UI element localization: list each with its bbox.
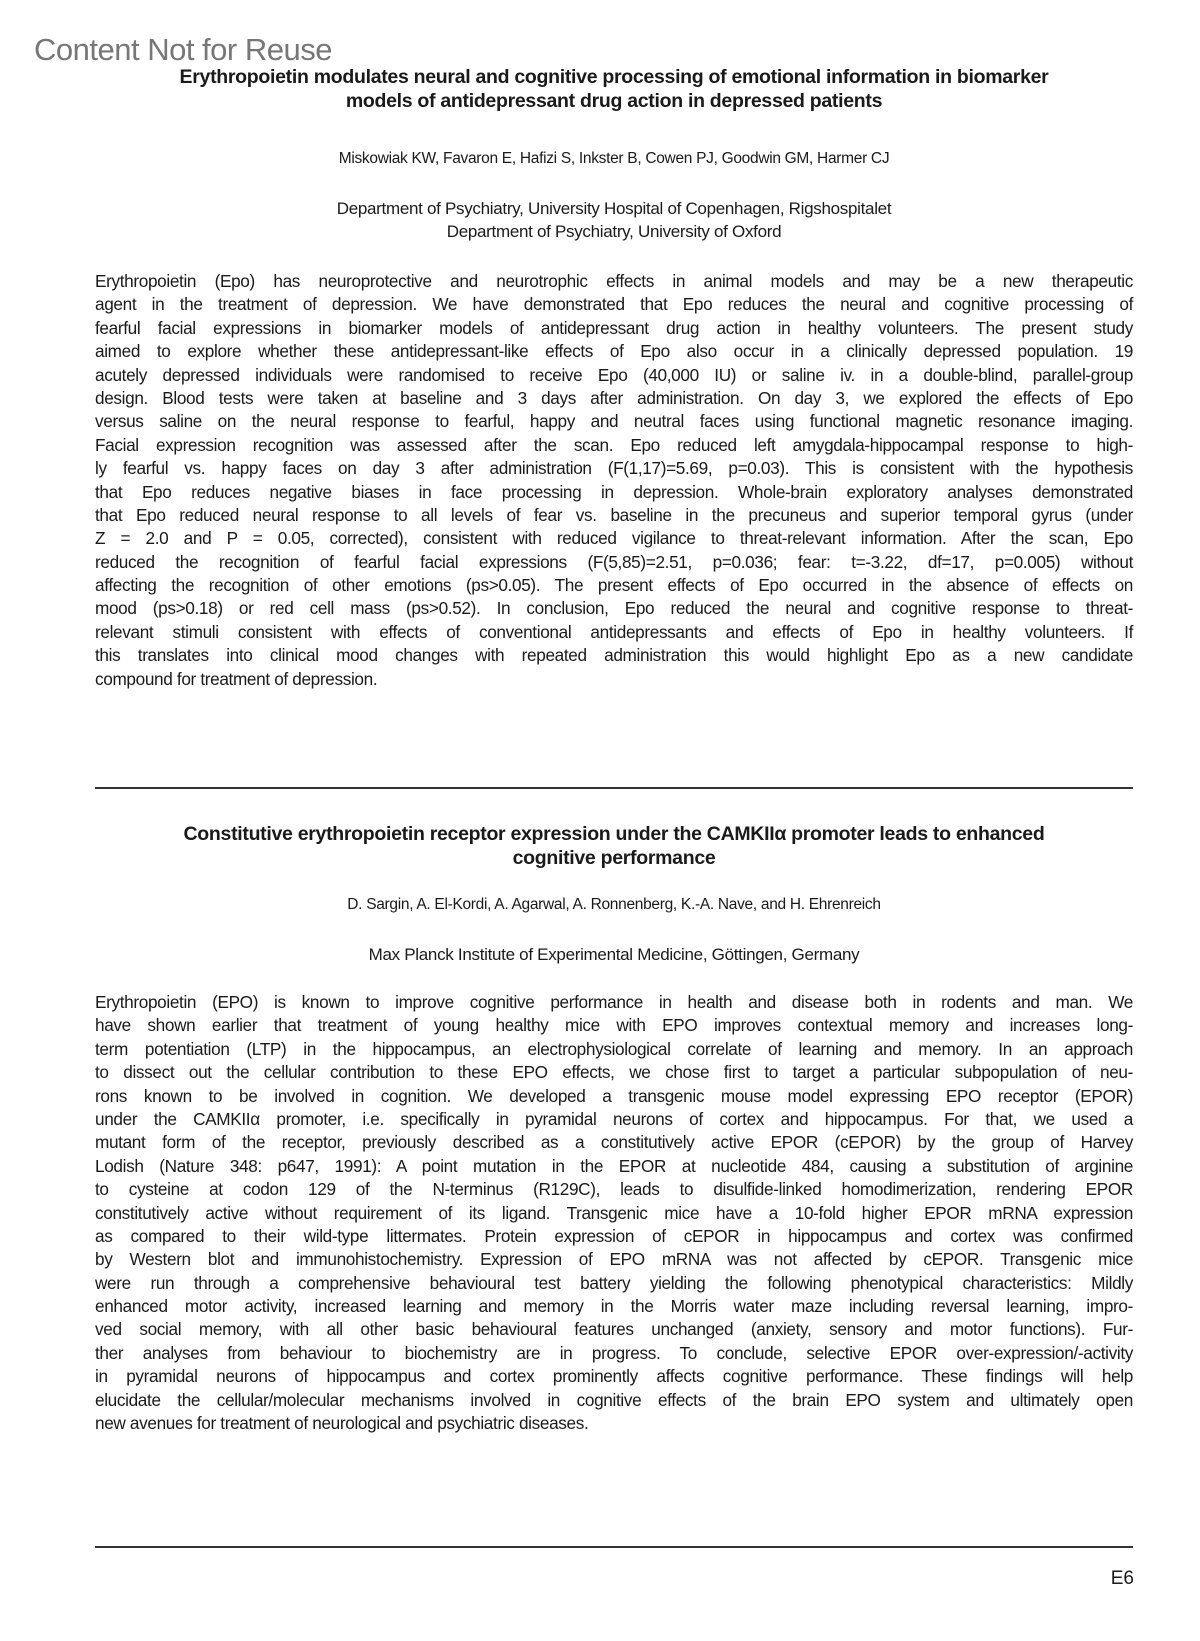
body-line: reduced the recognition of fearful facial expressions (F(5,85)=2.51, p=0.036; fear: t=-3.22, df=17, p=0.005) without [95, 551, 1133, 572]
body-line: compound for treatment of depression. [95, 668, 378, 689]
body-line: that Epo reduced neural response to all levels of fear vs. baseline in the precuneus and superior temporal gyrus (under [95, 504, 1133, 525]
affiliation: Max Planck Institute of Experimental Medicine, Göttingen, Germany [368, 945, 860, 964]
body-line: acutely depressed individuals were randomised to receive Epo (40,000 IU) or saline iv. in a double-blind, parallel-group [95, 364, 1133, 385]
body-line: versus saline on the neural response to fearful, happy and neutral faces using functional magnetic resonance imaging. [95, 411, 1133, 432]
abstract-2-title [95, 823, 1133, 870]
abstract-2-authors: D. Sargin, A. El-Kordi, A. Agarwal, A. Ronnenberg, K.-A. Nave, and H. Ehrenreich [347, 896, 881, 913]
body-line: Lodish (Nature 348: p647, 1991): A point mutation in the EPOR at nucleotide 484, causing a substitution of arginine [95, 1155, 1133, 1176]
body-line: enhanced motor activity, increased learning and memory in the Morris water maze including reversal learning, impro- [95, 1296, 1133, 1317]
body-line: relevant stimuli consistent with effects of conventional antidepressants and effects of Epo in healthy volunteers. If [95, 621, 1133, 642]
abstract-1-body [95, 270, 1133, 691]
title-line: Constitutive erythropoietin receptor expression under the CAMKIIα promoter leads to enhanced [183, 823, 1045, 845]
abstract-1-title [95, 66, 1133, 113]
page-number: E6 [1110, 1568, 1134, 1589]
title-line: cognitive performance [512, 846, 716, 869]
body-line: Erythropoietin (EPO) is known to improve cognitive performance in health and disease both in rodents and man. We [95, 992, 1133, 1012]
body-line: ved social memory, with all other basic behavioural features unchanged (anxiety, sensory and motor functions). Fur- [95, 1319, 1133, 1340]
body-line: Z = 2.0 and P = 0.05, corrected), consistent with reduced vigilance to threat-relevant information. After the scan, Epo [95, 528, 1133, 549]
body-line: Erythropoietin (Epo) has neuroprotective and neurotrophic effects in animal models and may be a new therapeutic [95, 271, 1133, 291]
body-line: aimed to explore whether these antidepressant-like effects of Epo also occur in a clinically depressed population. 19 [95, 341, 1133, 362]
body-line: as compared to their wild-type littermates. Protein expression of cEPOR in hippocampus and cortex was confirmed [95, 1225, 1133, 1246]
body-line: have shown earlier that treatment of young healthy mice with EPO improves contextual memory and increases long- [95, 1015, 1133, 1036]
body-line: affecting the recognition of other emotions (ps>0.05). The present effects of Epo occurred in the absence of effects on [95, 575, 1133, 596]
body-line: by Western blot and immunohistochemistry. Expression of EPO mRNA was not affected by cEPOR. Transgenic mice [95, 1249, 1133, 1270]
abstract-1-affiliations [95, 197, 1133, 243]
footer-divider [95, 1546, 1133, 1548]
body-line: rons known to be involved in cognition. We developed a transgenic mouse model expressing EPO receptor (EPOR) [95, 1085, 1133, 1106]
title-line: Erythropoietin modulates neural and cognitive processing of emotional information in biomarker [179, 66, 1049, 88]
affiliation: Department of Psychiatry, University Hospital of Copenhagen, Rigshospitalet [336, 199, 892, 218]
body-line: under the CAMKIIα promoter, i.e. specifically in pyramidal neurons of cortex and hippocampus. For that, we used a [95, 1108, 1133, 1129]
body-line: constitutively active without requirement of its ligand. Transgenic mice have a 10-fold higher EPOR mRNA expression [95, 1202, 1133, 1223]
body-line: ly fearful vs. happy faces on day 3 after administration (F(1,17)=5.69, p=0.03). This is consistent with the hypothesis [95, 458, 1133, 479]
body-line: Facial expression recognition was assessed after the scan. Epo reduced left amygdala-hippocampal response to high- [95, 434, 1133, 455]
body-line: mutant form of the receptor, previously described as a constitutively active EPOR (cEPOR) by the group of Harvey [95, 1132, 1133, 1153]
section-divider [95, 787, 1133, 789]
body-line: this translates into clinical mood changes with repeated administration this would highlight Epo as a new candidate [95, 645, 1133, 666]
abstract-2-body [95, 991, 1133, 1435]
body-line: that Epo reduces negative biases in face processing in depression. Whole-brain exploratory analyses demonstrated [95, 481, 1133, 502]
affiliation: Department of Psychiatry, University of Oxford [446, 222, 782, 241]
body-line: term potentiation (LTP) in the hippocampus, an electrophysiological correlate of learning and memory. In an approach [95, 1038, 1133, 1059]
abstract-2-affiliations [95, 943, 1133, 966]
body-line: mood (ps>0.18) or red cell mass (ps>0.52). In conclusion, Epo reduced the neural and cognitive response to threat- [95, 598, 1133, 619]
body-line: agent in the treatment of depression. We have demonstrated that Epo reduces the neural and cognitive processing of [95, 294, 1133, 315]
abstract-1-authors: Miskowiak KW, Favaron E, Hafizi S, Inkster B, Cowen PJ, Goodwin GM, Harmer CJ [338, 150, 890, 167]
body-line: to cysteine at codon 129 of the N-terminus (R129C), leads to disulfide-linked homodimerization, rendering EPOR [95, 1179, 1133, 1200]
body-line: in pyramidal neurons of hippocampus and cortex prominently affects cognitive performance. These findings will help [95, 1366, 1133, 1387]
watermark: Content Not for Reuse [34, 32, 332, 67]
body-line: ther analyses from behaviour to biochemistry are in progress. To conclude, selective EPOR over-expression/-activity [95, 1342, 1133, 1363]
body-line: design. Blood tests were taken at baseline and 3 days after administration. On day 3, we explored the effects of Epo [95, 387, 1133, 408]
body-line: were run through a comprehensive behavioural test battery yielding the following phenotypical characteristics: Mildly [95, 1272, 1133, 1293]
title-line: models of antidepressant drug action in depressed patients [345, 89, 883, 112]
body-line: to dissect out the cellular contribution to these EPO effects, we chose first to target a particular subpopulation of neu- [95, 1062, 1133, 1083]
body-line: new avenues for treatment of neurological and psychiatric diseases. [95, 1413, 589, 1434]
body-line: elucidate the cellular/molecular mechanisms involved in cognitive effects of the brain EPO system and ultimately open [95, 1389, 1133, 1410]
body-line: fearful facial expressions in biomarker models of antidepressant drug action in healthy volunteers. The present study [95, 317, 1133, 338]
